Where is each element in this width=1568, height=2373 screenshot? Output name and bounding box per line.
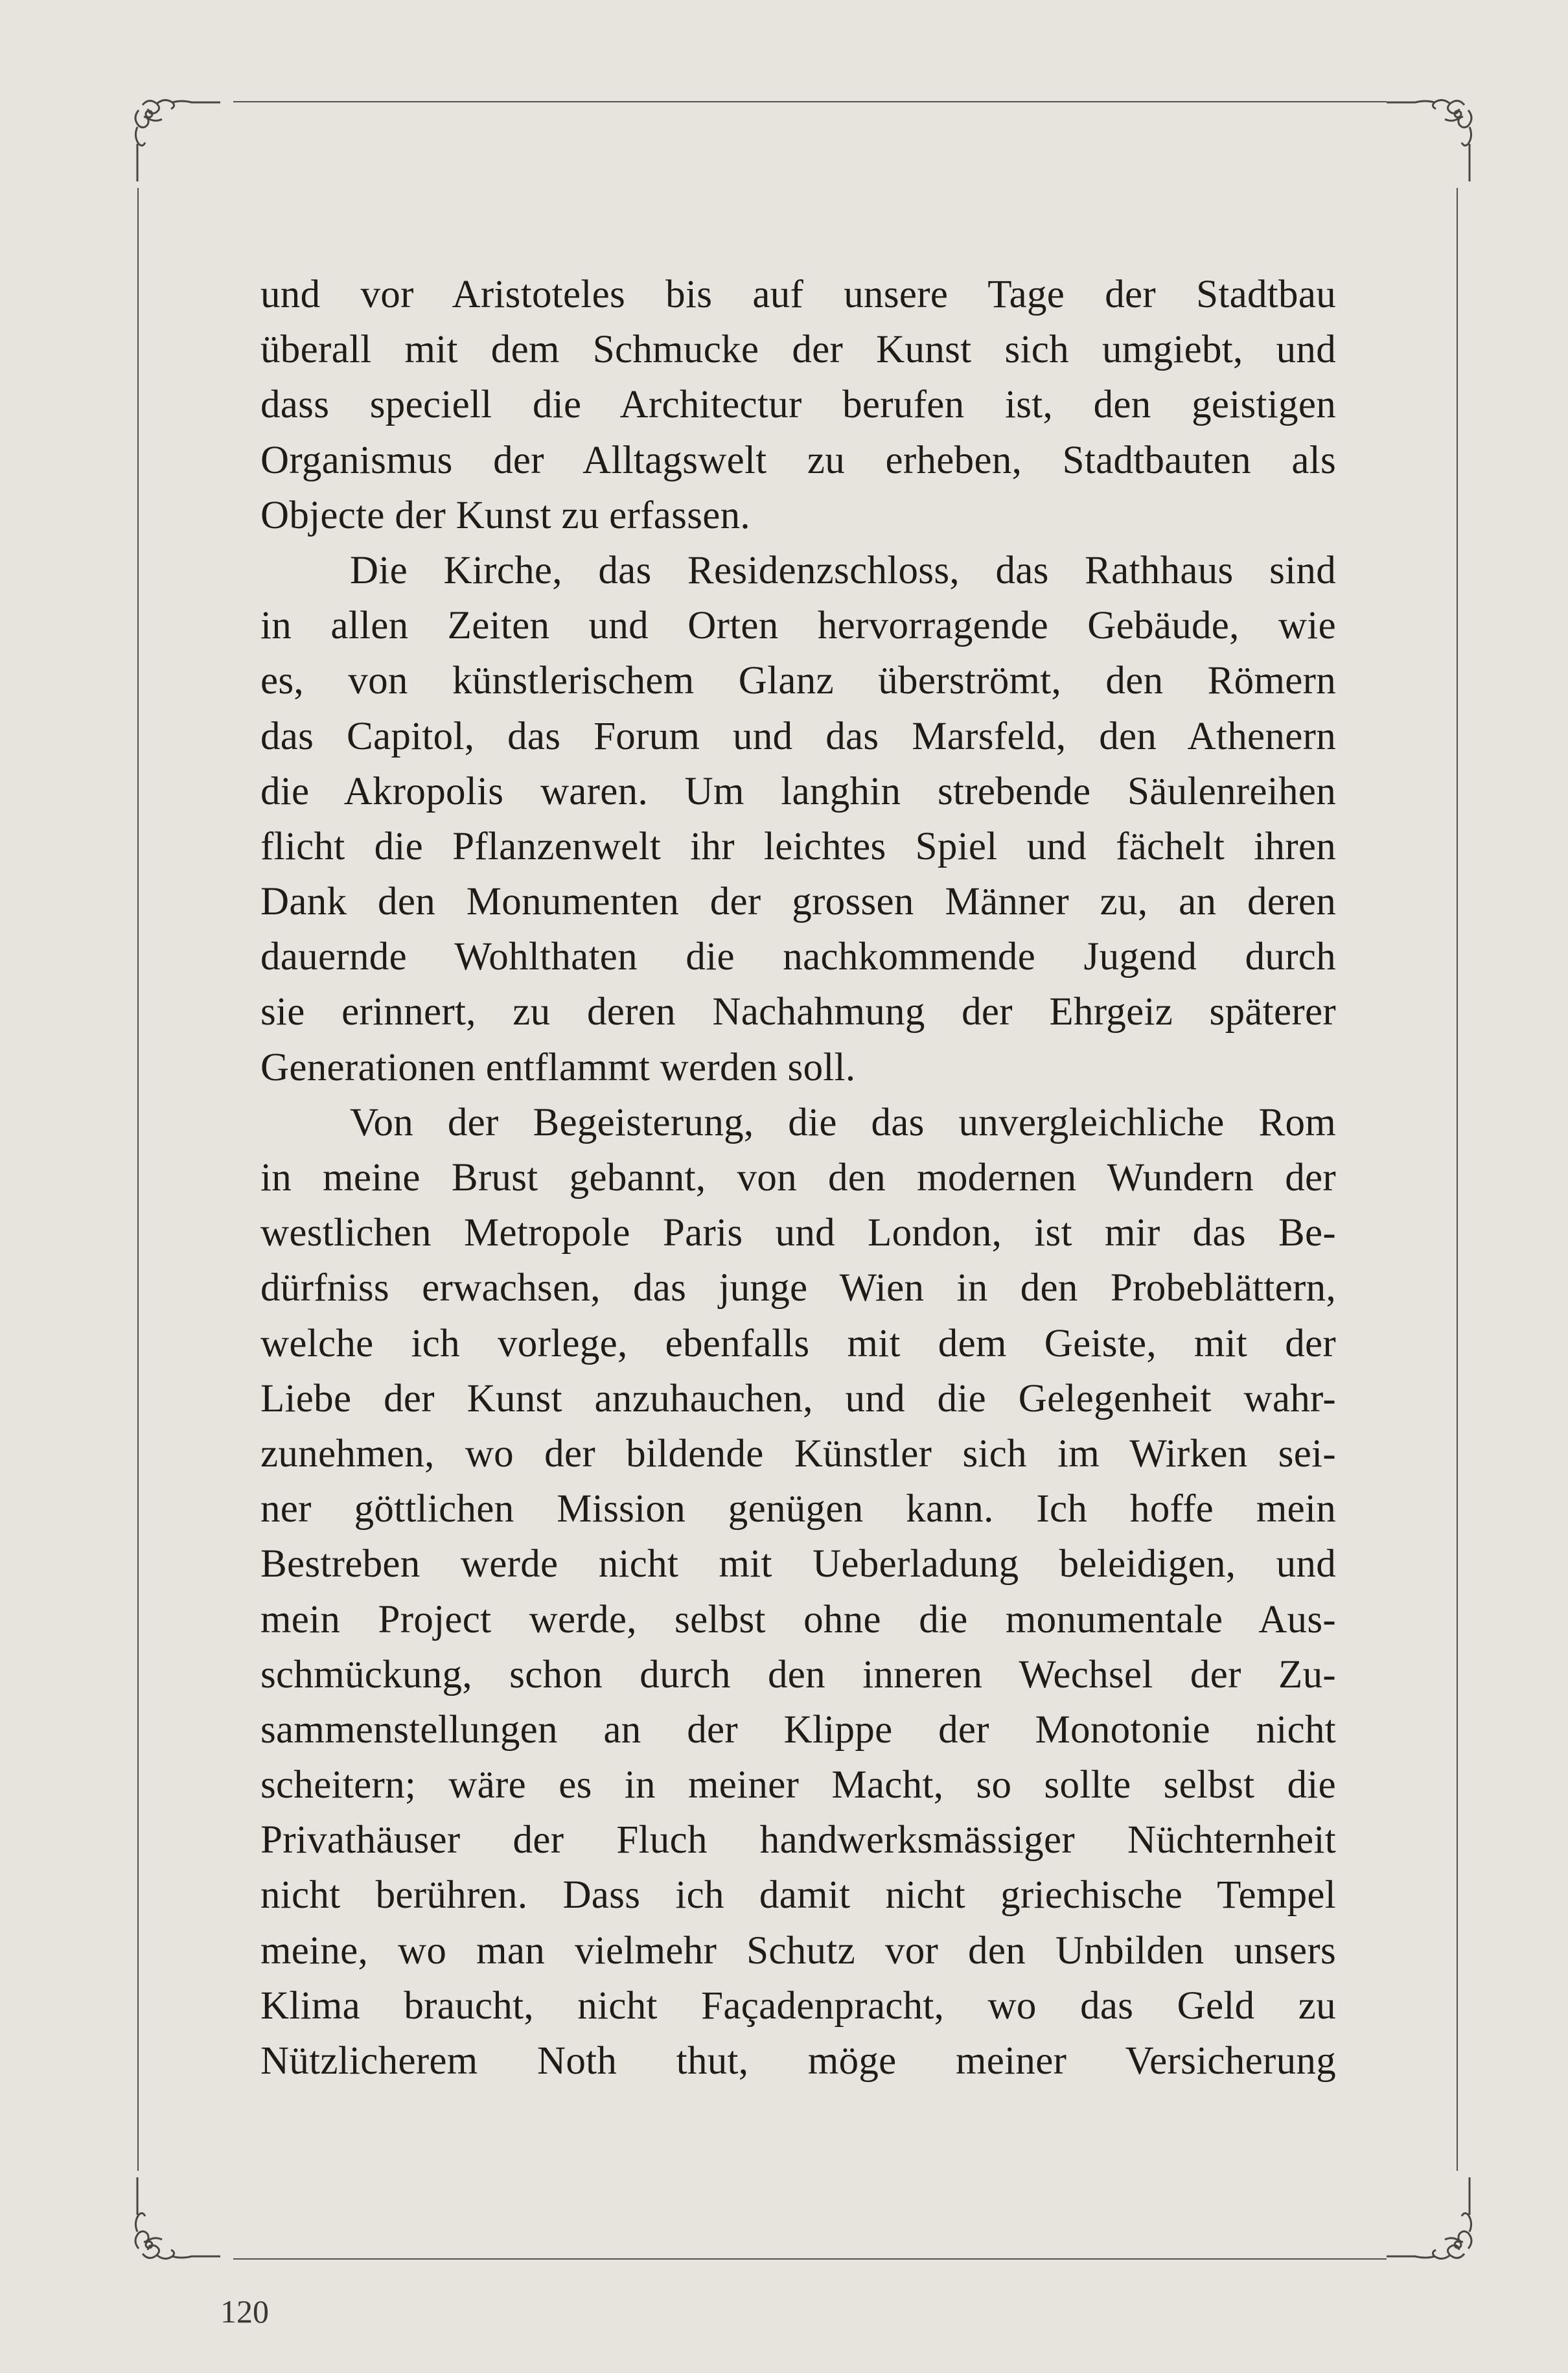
text-line: welche ich vorlege, ebenfalls mit dem Geiste, mit der [260,1321,1336,1365]
frame-right-rule [1457,188,1458,2171]
text-line: schmückung, schon durch den inneren Wechsel der Zu- [260,1652,1336,1696]
text-line: Liebe der Kunst anzuhauchen, und die Gelegenheit wahr- [260,1376,1336,1420]
text-line: Organismus der Alltagswelt zu erheben, Stadtbauten als [260,438,1336,482]
text-line: Nützlicherem Noth thut, möge meiner Versicherung [260,2039,1336,2083]
text-line: scheitern; wäre es in meiner Macht, so sollte selbst die [260,1763,1336,1807]
text-line: meine, wo man vielmehr Schutz vor den Unbilden unsers [260,1928,1336,1973]
text-line: und vor Aristoteles bis auf unsere Tage der Stadtbau [260,273,1336,316]
text-line: das Capitol, das Forum und das Marsfeld, den Athenern [260,714,1336,758]
text-line: ner göttlichen Mission genügen kann. Ich hoffe mein [260,1487,1336,1531]
text-line: Generationen entflammt werden soll. [260,1045,856,1089]
text-line: flicht die Pflanzenwelt ihr leichtes Spiel und fächelt ihren [260,824,1336,868]
scroll-ornament-icon [123,84,220,181]
text-line: Dank den Monumenten der grossen Männer zu, an deren [260,880,1336,924]
frame-bottom-rule [233,2258,1387,2260]
text-line: es, von künstlerischem Glanz überströmt, den Römern [260,659,1336,703]
text-line: mein Project werde, selbst ohne die monumentale Aus- [260,1597,1336,1641]
text-line: dass speciell die Architectur berufen ist, den geistigen [260,383,1336,427]
text-line: sammenstellungen an der Klippe der Monotonie nicht [260,1707,1336,1752]
body-text [260,267,1336,2089]
text-line: zunehmen, wo der bildende Künstler sich im Wirken sei- [260,1431,1336,1476]
text-line: Die Kirche, das Residenzschloss, das Rathhaus sind [350,548,1336,592]
text-line: nicht berühren. Dass ich damit nicht griechische Tempel [260,1873,1336,1917]
text-line: Privathäuser der Fluch handwerksmässiger Nüchternheit [260,1818,1336,1862]
text-line: westlichen Metropole Paris und London, ist mir das Be- [260,1211,1336,1255]
text-line: Von der Begeisterung, die das unvergleichliche Rom [350,1100,1336,1144]
text-line: in meine Brust gebannt, von den modernen Wundern der [260,1156,1336,1199]
text-line: Objecte der Kunst zu erfassen. [260,493,750,537]
page-number: 120 [220,2293,269,2330]
text-line: Klima braucht, nicht Façadenpracht, wo das Geld zu [260,1984,1336,2028]
frame-left-rule [137,188,139,2171]
text-line: dauernde Wohlthaten die nachkommende Jugend durch [260,935,1336,979]
text-line: dürfniss erwachsen, das junge Wien in den Probeblättern, [260,1266,1336,1310]
scroll-ornament-icon [1387,2177,1484,2275]
text-line: Bestreben werde nicht mit Ueberladung beleidigen, und [260,1542,1336,1586]
frame-top-rule [233,101,1387,102]
text-line: die Akropolis waren. Um langhin strebende Säulenreihen [260,769,1336,813]
scroll-ornament-icon [1387,84,1484,181]
text-line: sie erinnert, zu deren Nachahmung der Ehrgeiz späterer [260,990,1336,1034]
text-line: in allen Zeiten und Orten hervorragende Gebäude, wie [260,604,1336,648]
text-line: überall mit dem Schmucke der Kunst sich umgiebt, und [260,328,1336,372]
scroll-ornament-icon [123,2177,220,2275]
